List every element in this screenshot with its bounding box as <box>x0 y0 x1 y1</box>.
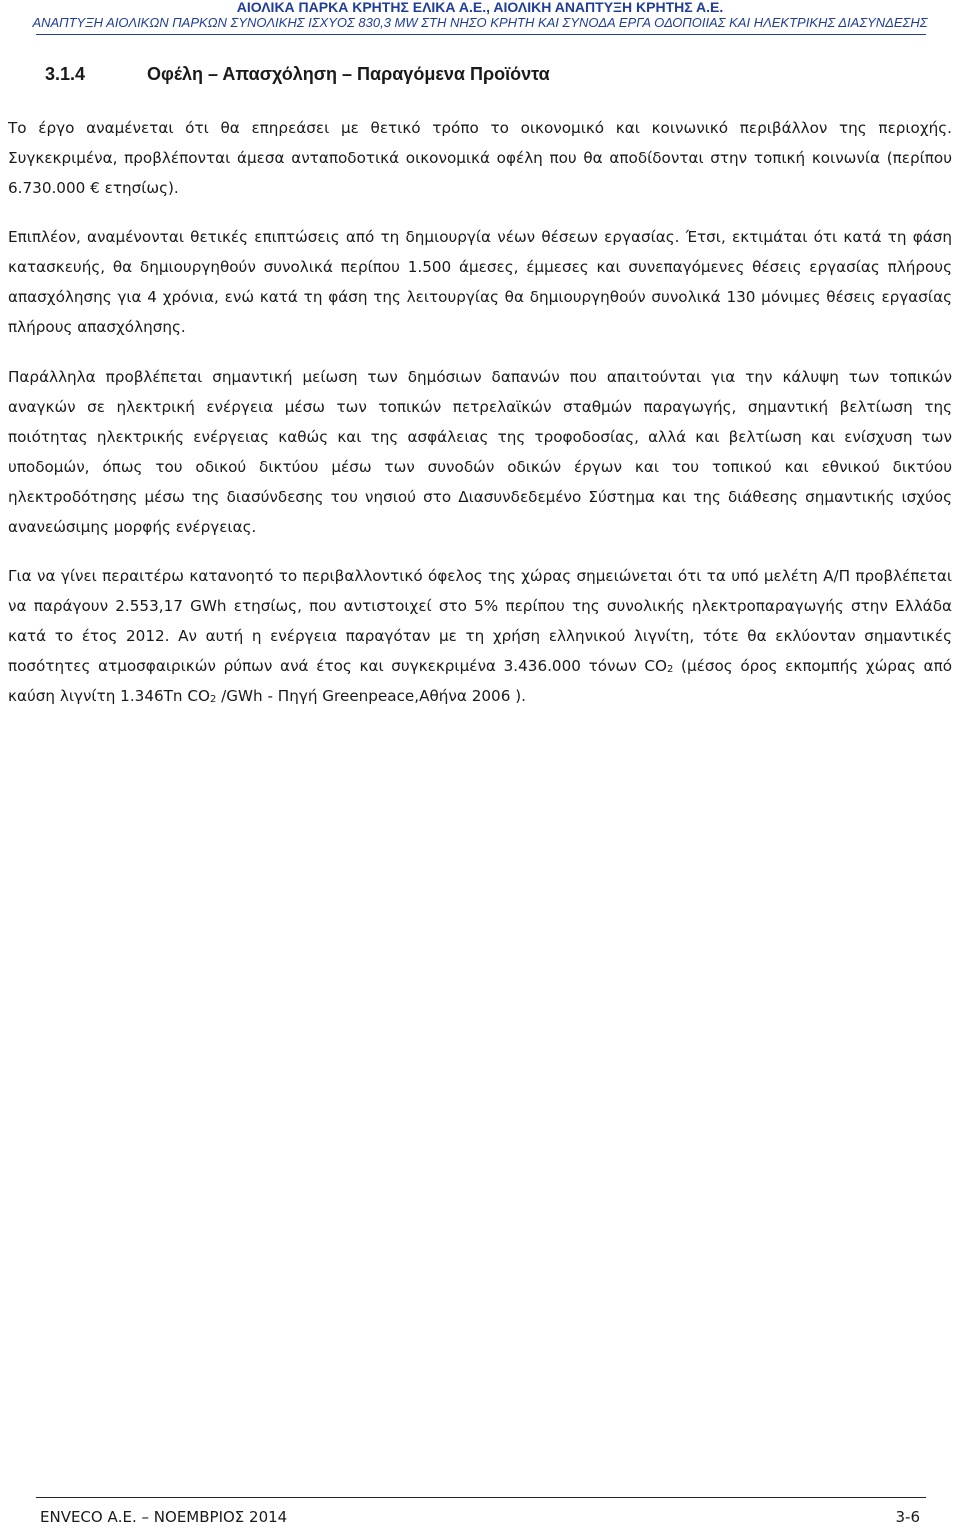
header-project-line: ΑΝΑΠΤΥΞΗ ΑΙΟΛΙΚΩΝ ΠΑΡΚΩΝ ΣΥΝΟΛΙΚΗΣ ΙΣΧΥΟΣ 830,3 MW ΣΤΗ ΝΗΣΟ ΚΡΗΤΗ ΚΑΙ ΣΥΝΟΔΑ ΕΡΓΑ ΟΔΟΠΟΙΙΑΣ ΚΑΙ ΗΛΕΚΤΡΙΚΗΣ ΔΙΑΣΥΝΔΕΣΗΣ <box>32 15 928 30</box>
paragraph-environmental-benefit <box>8 561 952 711</box>
header-company-line: ΑΙΟΛΙΚΑ ΠΑΡΚΑ ΚΡΗΤΗΣ ΕΛΙΚΑ Α.Ε., ΑΙΟΛΙΚΗ ΑΝΑΠΤΥΞΗ ΚΡΗΤΗΣ Α.Ε. <box>236 0 724 15</box>
page-number: 3-6 <box>895 1508 920 1526</box>
page-footer <box>40 1508 920 1526</box>
footer-publisher: ENVECO Α.Ε. – ΝΟΕΜΒΡΙΟΣ 2014 <box>40 1508 288 1526</box>
paragraph-text-part: (μέσος όρος εκπομπής χώρας από καύση λιγνίτη 1.346Tn CO <box>8 657 953 705</box>
page-header <box>0 0 960 31</box>
paragraph-text-part: Για να γίνει περαιτέρω κατανοητό το περιβαλλοντικό όφελος της χώρας σημειώνεται ότι τα υπό μελέτη Α/Π προβλέπεται να παράγουν 2.553,17 GWh ετησίως, που αντιστοιχεί στο 5% περίπου της συνολικής ηλεκτροπαραγωγής στην Ελλάδα κατά το έτος 2012. Αν αυτή η ενέργεια παραγόταν με τη χρήση ελληνικού λιγνίτη, τότε θα εκλύονταν σημαντικές ποσότητες ατμοσφαιρικών ρύπων ανά έτος και συγκεκριμένα 3.436.000 τόνων CO <box>8 567 952 675</box>
section-number: 3.1.4 <box>45 64 86 84</box>
paragraph-economic-benefits: Το έργο αναμένεται ότι θα επηρεάσει με θετικό τρόπο το οικονομικό και κοινωνικό περιβάλλον της περιοχής. Συγκεκριμένα, προβλέπονται άμεσα ανταποδοτικά οικονομικά οφέλη που θα αποδίδονται στην τοπική κοινωνία (περίπου 6.730.000 € ετησίως). <box>8 119 952 197</box>
footer-divider <box>36 1497 926 1498</box>
paragraph-employment: Επιπλέον, αναμένονται θετικές επιπτώσεις από τη δημιουργία νέων θέσεων εργασίας. Έτσι, εκτιμάται ότι κατά τη φάση κατασκευής, θα δημιουργηθούν συνολικά περίπου 1.500 άμεσες, έμμεσες και συνεπαγόμενες θέσεις εργασίας πλήρους απασχόλησης για 4 χρόνια, ενώ κατά τη φάση της λειτουργίας θα δημιουργηθούν συνολικά 130 μόνιμες θέσεις εργασίας πλήρους απασχόλησης. <box>8 228 952 336</box>
subscript: 2 <box>209 694 217 705</box>
section-title: Οφέλη – Απασχόληση – Παραγόμενα Προϊόντα <box>147 64 550 84</box>
header-divider <box>36 34 926 35</box>
section-heading <box>45 64 550 85</box>
paragraph-public-costs: Παράλληλα προβλέπεται σημαντική μείωση των δημόσιων δαπανών που απαιτούνται για την κάλυψη των τοπικών αναγκών σε ηλεκτρική ενέργεια μέσω των τοπικών πετρελαϊκών σταθμών παραγωγής, σημαντική βελτίωση της ποιότητας ηλεκτρικής ενέργειας καθώς και της ασφάλειας της τροφοδοσίας, αλλά και βελτίωση και ενίσχυση των υποδομών, όπως του οδικού δικτύου μέσω των συνοδών οδικών έργων και του τοπικού και εθνικού δικτύου ηλεκτροδότησης μέσω της διασύνδεσης του νησιού στο Διασυνδεδεμένο Σύστημα και της διάθεσης σημαντικής ισχύος ανανεώσιμης μορφής ενέργειας. <box>8 368 952 536</box>
subscript: 2 <box>666 664 674 675</box>
paragraph-text-part: /GWh - Πηγή Greenpeace,Αθήνα 2006 ). <box>216 687 526 705</box>
